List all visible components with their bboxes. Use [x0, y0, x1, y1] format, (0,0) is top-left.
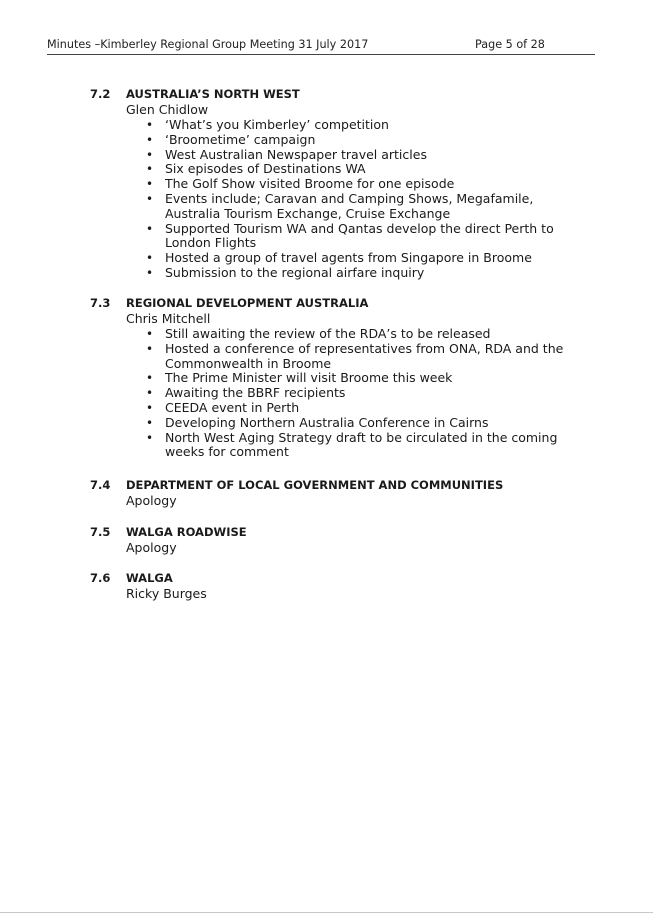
bullet-list [146, 118, 576, 281]
list-item: • ‘Broometime’ campaign [146, 133, 576, 148]
section-title: REGIONAL DEVELOPMENT AUSTRALIA [126, 296, 369, 310]
page-number: Page 5 of 28 [475, 38, 545, 51]
section-number: 7.5 [90, 525, 111, 539]
section-person: Glen Chidlow [126, 102, 209, 117]
list-item: • Still awaiting the review of the RDA’s to be released [146, 327, 576, 342]
list-item: • Six episodes of Destinations WA [146, 162, 576, 177]
list-item: • North West Aging Strategy draft to be circulated in the coming weeks for comment [146, 431, 576, 461]
list-item: • Supported Tourism WA and Qantas develop the direct Perth to London Flights [146, 222, 576, 252]
page-header [47, 38, 595, 55]
section-title: DEPARTMENT OF LOCAL GOVERNMENT AND COMMUNITIES [126, 478, 504, 492]
section-title: WALGA ROADWISE [126, 525, 247, 539]
bullet-list [146, 327, 576, 460]
list-item: • CEEDA event in Perth [146, 401, 576, 416]
list-item: • West Australian Newspaper travel articles [146, 148, 576, 163]
section-person: Apology [126, 540, 177, 555]
list-item: • The Prime Minister will visit Broome this week [146, 371, 576, 386]
list-item: • Events include; Caravan and Camping Shows, Megafamile, Australia Tourism Exchange, Cruise Exchange [146, 192, 576, 222]
list-item: • The Golf Show visited Broome for one episode [146, 177, 576, 192]
page-bottom-divider [0, 912, 653, 913]
list-item: • Submission to the regional airfare inquiry [146, 266, 576, 281]
section-number: 7.3 [90, 296, 111, 310]
list-item: • Hosted a group of travel agents from Singapore in Broome [146, 251, 576, 266]
section-person: Apology [126, 493, 177, 508]
section-person: Ricky Burges [126, 586, 207, 601]
list-item: • Awaiting the BBRF recipients [146, 386, 576, 401]
section-title: AUSTRALIA’S NORTH WEST [126, 87, 300, 101]
header-title: Minutes –Kimberley Regional Group Meeting 31 July 2017 [47, 38, 369, 51]
section-number: 7.4 [90, 478, 111, 492]
list-item: • Hosted a conference of representatives from ONA, RDA and the Commonwealth in Broome [146, 342, 576, 372]
section-person: Chris Mitchell [126, 311, 211, 326]
list-item: • Developing Northern Australia Conference in Cairns [146, 416, 576, 431]
list-item: • ‘What’s you Kimberley’ competition [146, 118, 576, 133]
section-number: 7.2 [90, 87, 111, 101]
section-title: WALGA [126, 571, 173, 585]
section-number: 7.6 [90, 571, 111, 585]
